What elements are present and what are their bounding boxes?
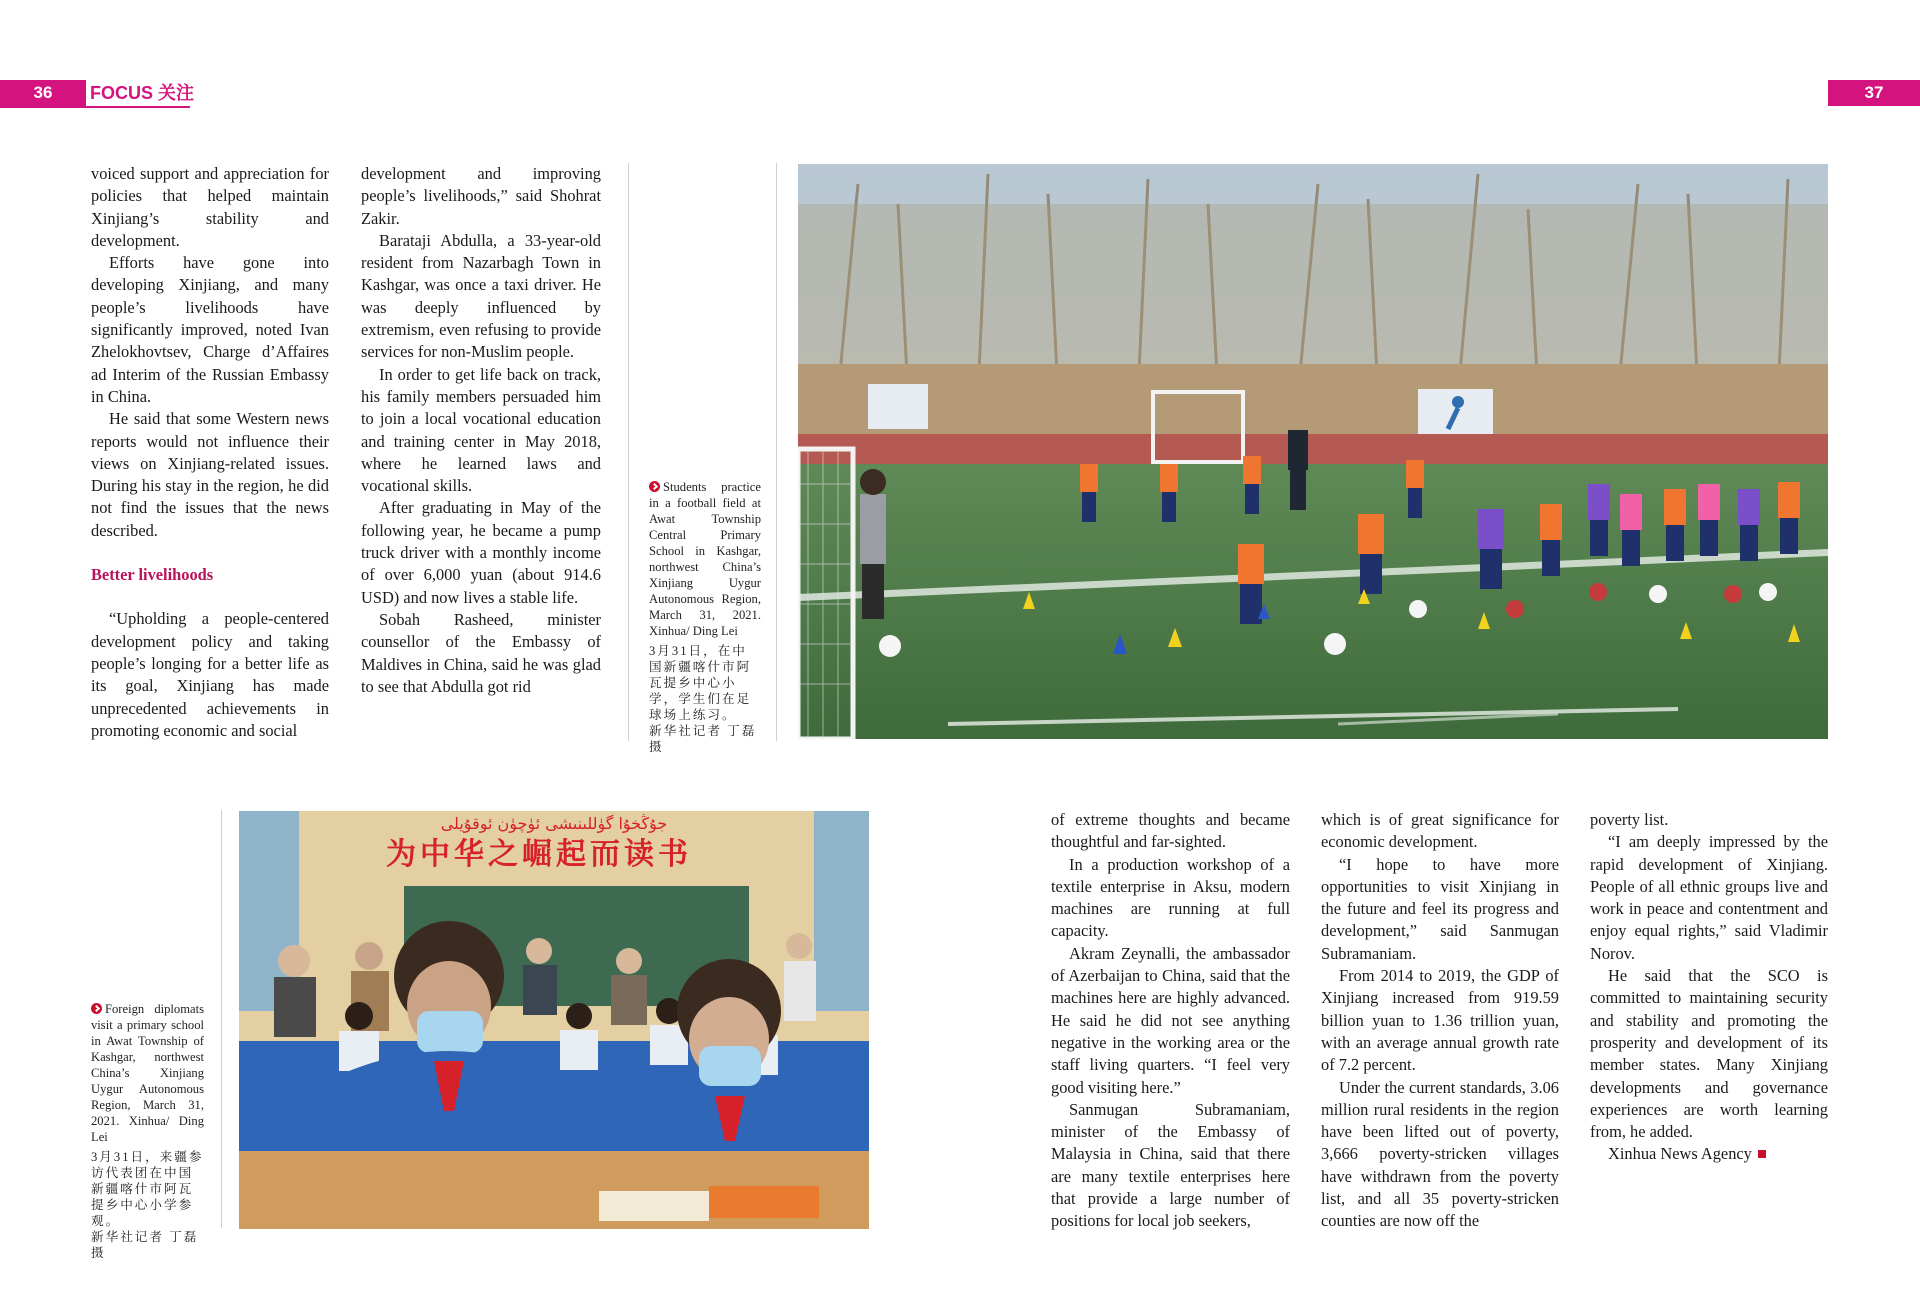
football-field-photo (798, 164, 1828, 739)
paragraph: voiced support and appreciation for policies that helped maintain Xinjiang’s stability and development. (91, 164, 329, 250)
paragraph: Sanmugan Subramaniam, minister of the Embassy of Malaysia in China, said that there are many textile enterprises here that provide a large number of positions for local job seekers, (1051, 1099, 1290, 1231)
classroom-banner-chinese: 为中华之崛起而读书 (386, 837, 692, 872)
caption-arrow-icon (91, 1003, 102, 1014)
caption-credit: 新华社记者 丁磊 摄 (91, 1230, 199, 1260)
classroom-banner-uyghur: جۇڭخۇا گۈللىنىشى ئۈچۈن ئوقۇيلى (440, 814, 668, 833)
caption-chinese: 3月31日，在中国新疆喀什市阿瓦提乡中心小学，学生们在足球场上练习。 (649, 644, 752, 722)
football-caption (649, 479, 761, 755)
paragraph: Sobah Rasheed, minister counsellor of the Embassy of Maldives in China, said he was glad to see that Abdulla got rid (361, 609, 601, 696)
text-column-2 (361, 163, 601, 698)
caption-chinese: 3月31日，来疆参访代表团在中国新疆喀什市阿瓦提乡中心小学参观。 (91, 1150, 204, 1228)
caption-english: Foreign diplomats visit a primary school in Awat Township of Kashgar, northwest China’s Xinjiang Uygur Autonomous Region, March 31, 2021. Xinhua/ Ding Lei (91, 1002, 204, 1144)
paragraph: Akram Zeynalli, the ambassador of Azerbaijan to China, said that the machines here are highly advanced. He said he did not see anything negative in the working area or the staff living quarters. “I feel very good visiting here.” (1051, 943, 1290, 1097)
text-column-3 (1051, 809, 1290, 1233)
paragraph: Under the current standards, 3.06 million rural residents in the region have been lifted out of poverty, 3,666 poverty-stricken villages have withdrawn from the poverty list, and all 35 poverty-stricken counties are now off the (1321, 1077, 1559, 1231)
paragraph: “I am deeply impressed by the rapid development of Xinjiang. People of all ethnic groups live and work in peace and contentment and enjoy equal rights,” said Vladimir Norov. (1590, 832, 1828, 963)
paragraph: development and improving people’s livelihoods,” said Shohrat Zakir. (361, 164, 601, 228)
classroom-caption (91, 1001, 204, 1261)
signoff (1590, 1143, 1828, 1165)
football-field-illustration (798, 164, 1828, 739)
paragraph: of extreme thoughts and became thoughtful and far-sighted. (1051, 810, 1290, 852)
caption-credit: 新华社记者 丁磊 摄 (649, 724, 757, 754)
paragraph: Barataji Abdulla, a 33-year-old resident from Nazarbagh Town in Kashgar, was once a taxi driver. He was deeply influenced by extremism, even refusing to provide services for non-Muslim people. (361, 230, 601, 362)
right-page-number: 37 (1828, 80, 1920, 106)
caption-divider (221, 810, 222, 1228)
text-column-5 (1590, 809, 1828, 1166)
paragraph: After graduating in May of the following year, he became a pump truck driver with a monthly income of over 6,000 yuan (about 914.6 USD) and now lives a stable life. (361, 498, 601, 607)
paragraph: In a production workshop of a textile enterprise in Aksu, modern machines are running at full capacity. (1051, 854, 1290, 941)
paragraph: Efforts have gone into developing Xinjiang, and many people’s livelihoods have significantly improved, noted Ivan Zhelokhovtsev, Charge d’Affaires ad Interim of the Russian Embassy in China. (91, 253, 329, 406)
signoff-text: Xinhua News Agency (1608, 1144, 1752, 1164)
paragraph: “I hope to have more opportunities to visit Xinjiang in the future and feel its progress and development,” said Sanmugan Subramaniam. (1321, 854, 1559, 963)
column-divider (628, 163, 629, 741)
paragraph: In order to get life back on track, his family members persuaded him to join a local vocational education and training center in May 2018, where he learned laws and vocational skills. (361, 364, 601, 496)
classroom-photo (239, 811, 869, 1229)
paragraph: “Upholding a people-centered development policy and taking people’s longing for a better life as its goal, Xinjiang has made unprecedented achievements in promoting economic and social (91, 609, 329, 740)
header-rule (0, 106, 190, 108)
end-mark-icon (1758, 1150, 1766, 1158)
paragraph: He said that some Western news reports would not influence their views on Xinjiang-related issues. During his stay in the region, he did not find the issues that the news described. (91, 409, 329, 540)
section-label: FOCUS 关注 (90, 83, 195, 103)
left-page-number: 36 (0, 80, 86, 106)
paragraph: He said that the SCO is committed to maintaining security and stability and promoting the prosperity and development of its member states. Many Xinjiang developments and governance experiences are worth learning from, he added. (1590, 966, 1828, 1142)
column-divider (776, 163, 777, 741)
text-column-4 (1321, 809, 1559, 1233)
paragraph: poverty list. (1590, 810, 1669, 829)
text-column-1 (91, 163, 329, 742)
caption-english: Students practice in a football field at Awat Township Central Primary School in Kashgar, northwest China’s Xinjiang Uygur Autonomous Region, March 31, 2021. Xinhua/ Ding Lei (649, 480, 761, 638)
paragraph: which is of great significance for economic development. (1321, 810, 1559, 852)
caption-arrow-icon (649, 481, 660, 492)
subheading: Better livelihoods (91, 565, 214, 585)
paragraph: From 2014 to 2019, the GDP of Xinjiang increased from 919.59 billion yuan to 1.36 trillion yuan, with an average annual growth rate of 7.2 percent. (1321, 966, 1559, 1075)
